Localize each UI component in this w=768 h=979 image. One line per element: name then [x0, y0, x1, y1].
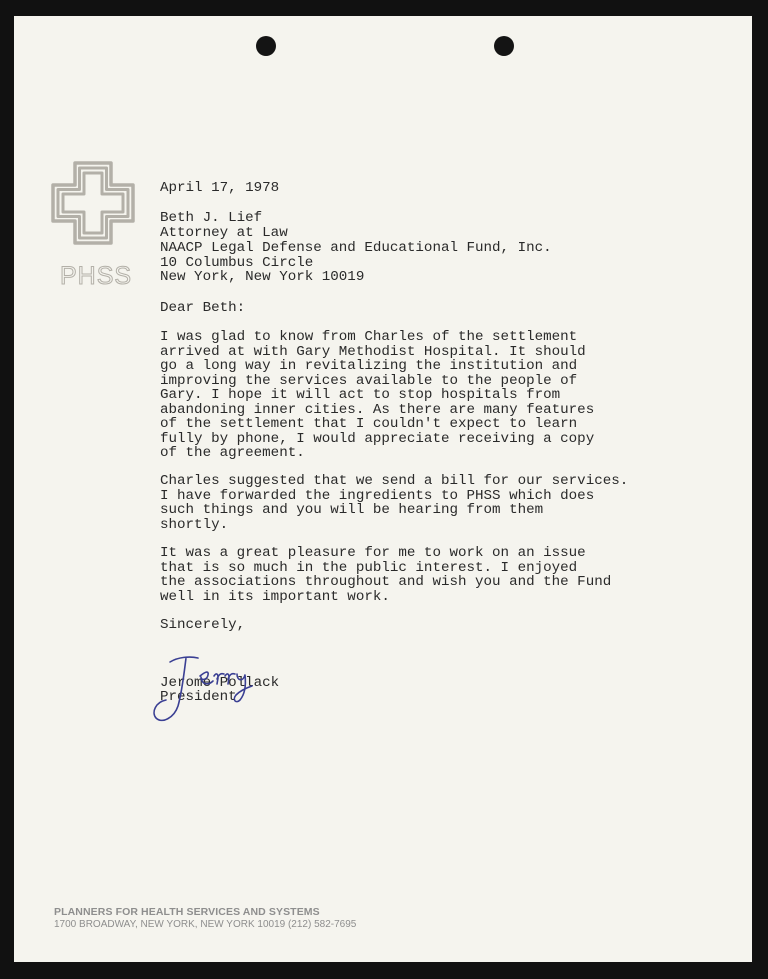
- paragraph-line: go a long way in revitalizing the institution and: [160, 358, 578, 374]
- signer-title: President: [160, 689, 237, 705]
- letter-date: April 17, 1978: [160, 180, 280, 196]
- paragraph-line: fully by phone, I would appreciate receiving a copy: [160, 430, 595, 447]
- recipient-line: 10 Columbus Circle: [160, 255, 314, 271]
- recipient-line: NAACP Legal Defense and Educational Fund, Inc.: [160, 240, 552, 256]
- punch-hole: [256, 36, 276, 56]
- letterhead-footer: [54, 906, 356, 931]
- paragraph-line: of the settlement that I couldn't expect to learn: [160, 416, 578, 432]
- recipient-line: Attorney at Law: [160, 225, 288, 241]
- closing: Sincerely,: [160, 617, 246, 633]
- paragraph-line: of the agreement.: [160, 445, 305, 461]
- letter-page: [14, 16, 752, 962]
- phss-cross-logo-icon: [50, 160, 136, 246]
- signer-name: Jerome Pollack: [160, 675, 280, 691]
- paragraph-line: that is so much in the public interest. I enjoyed: [160, 559, 578, 576]
- paragraph-line: I have forwarded the ingredients to PHSS which does: [160, 487, 595, 504]
- footer-organization: PLANNERS FOR HEALTH SERVICES AND SYSTEMS: [54, 906, 320, 918]
- paragraph-line: abandoning inner cities. As there are many features: [160, 401, 595, 418]
- paragraph-line: well in its important work.: [160, 588, 390, 605]
- footer-address: 1700 BROADWAY, NEW YORK, NEW YORK 10019 (212) 582-7695: [54, 919, 357, 930]
- punch-hole: [494, 36, 514, 56]
- recipient-line: Beth J. Lief: [160, 210, 263, 226]
- paragraph-line: improving the services available to the people of: [160, 372, 578, 389]
- recipient-line: New York, New York 10019: [160, 269, 365, 285]
- paragraph-line: shortly.: [160, 516, 229, 533]
- paragraph-line: Gary. I hope it will act to stop hospitals from: [160, 387, 561, 403]
- salutation: Dear Beth:: [160, 300, 246, 316]
- paragraph-line: Charles suggested that we send a bill for our services.: [160, 473, 629, 489]
- paragraph-line: It was a great pleasure for me to work on an issue: [160, 545, 586, 561]
- paragraph-line: the associations throughout and wish you and the Fund: [160, 574, 612, 590]
- paragraph-line: I was glad to know from Charles of the settlement: [160, 329, 578, 345]
- paragraph-line: arrived at with Gary Methodist Hospital. It should: [160, 343, 586, 360]
- handwritten-signature: [148, 654, 268, 726]
- paragraph-line: such things and you will be hearing from them: [160, 502, 544, 518]
- logo-wordmark: PHSS: [60, 262, 133, 290]
